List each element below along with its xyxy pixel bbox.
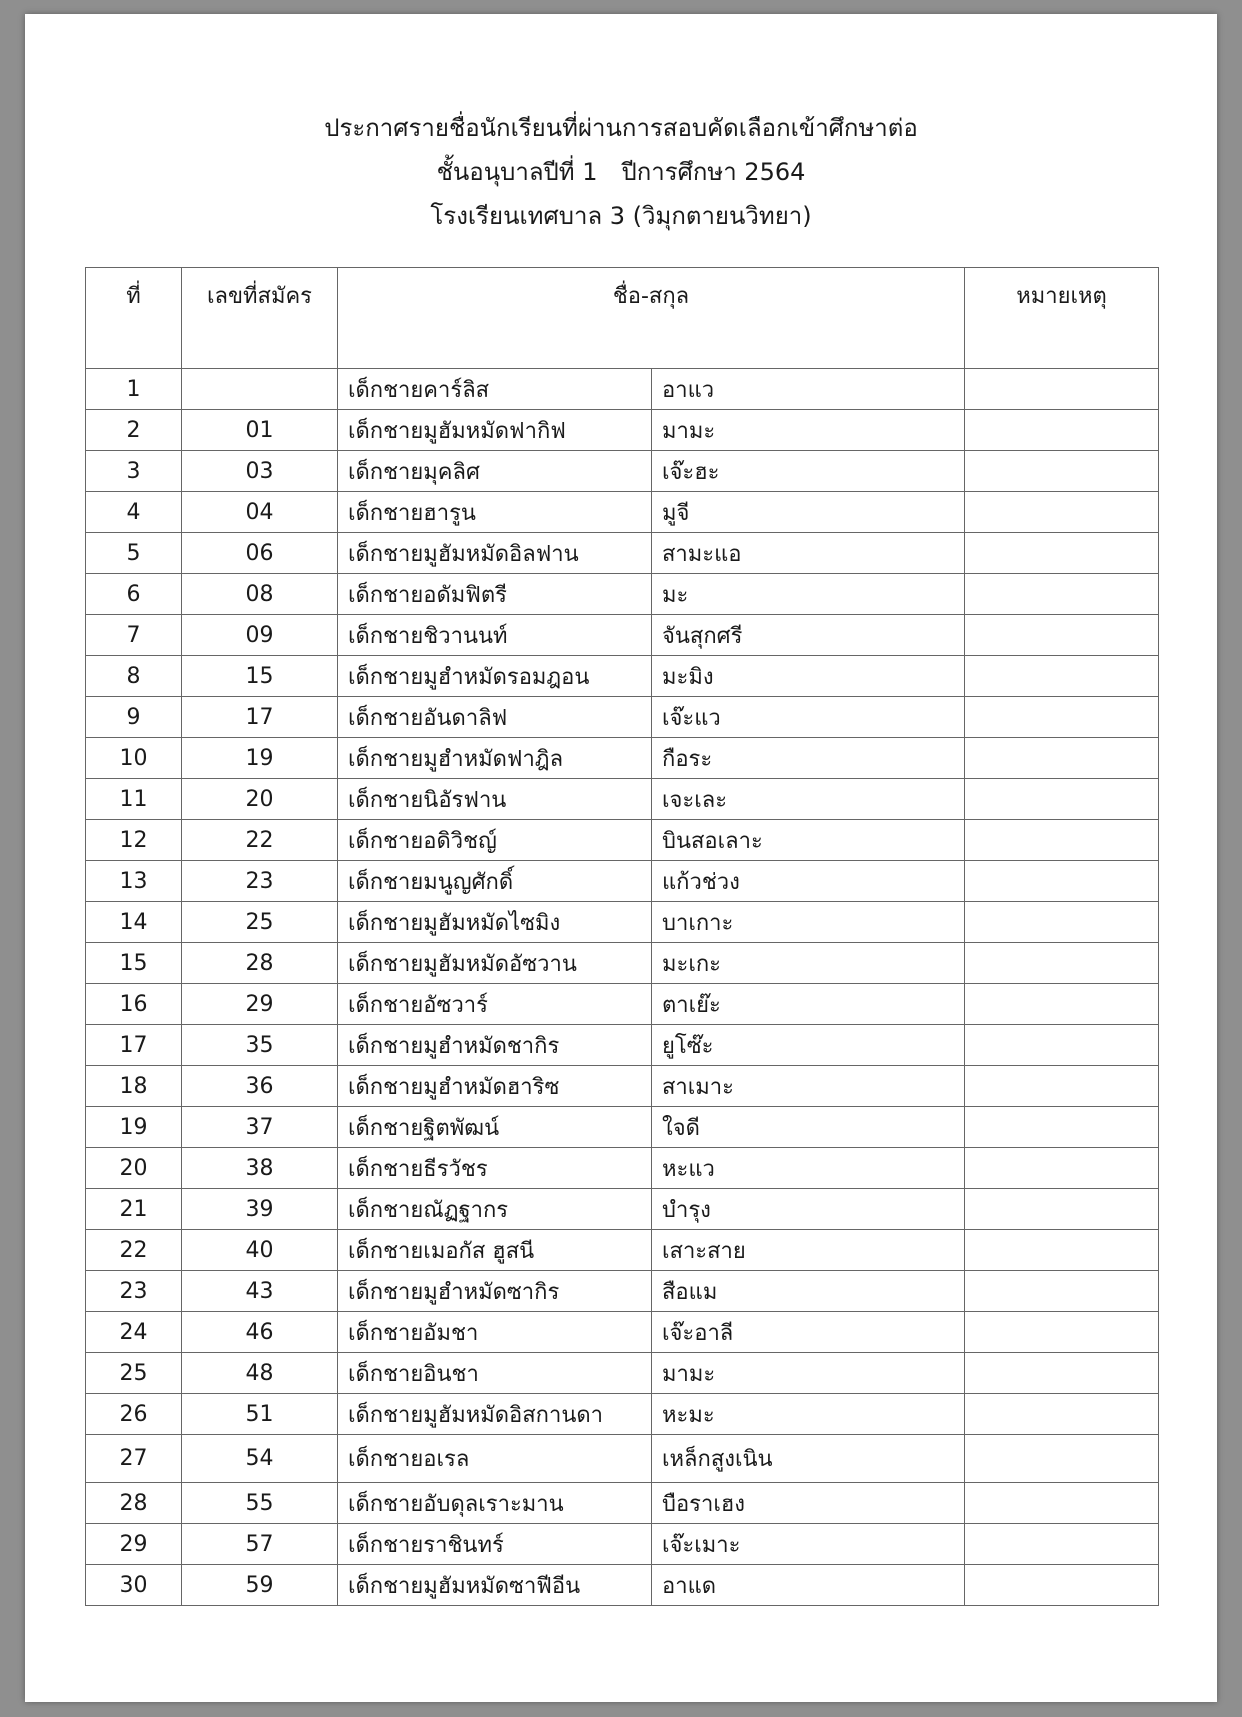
document-page bbox=[25, 14, 1217, 1702]
remarks bbox=[965, 656, 1159, 697]
table-row bbox=[86, 697, 1159, 738]
last-name: เจ๊ะอาลี bbox=[652, 1312, 965, 1353]
table-row bbox=[86, 533, 1159, 574]
last-name: มูจี bbox=[652, 492, 965, 533]
table-row bbox=[86, 1271, 1159, 1312]
application-number: 06 bbox=[182, 533, 338, 574]
first-name: เด็กชายมูฮำหมัดซากิร bbox=[338, 1271, 652, 1312]
row-number: 4 bbox=[86, 492, 182, 533]
last-name: เหล็กสูงเนิน bbox=[652, 1435, 965, 1483]
column-header-remarks: หมายเหตุ bbox=[965, 268, 1159, 369]
remarks bbox=[965, 1230, 1159, 1271]
first-name: เด็กชายราชินทร์ bbox=[338, 1524, 652, 1565]
first-name: เด็กชายฮารูน bbox=[338, 492, 652, 533]
row-number: 23 bbox=[86, 1271, 182, 1312]
remarks bbox=[965, 1312, 1159, 1353]
last-name: มะ bbox=[652, 574, 965, 615]
remarks bbox=[965, 697, 1159, 738]
last-name: มะเกะ bbox=[652, 943, 965, 984]
row-number: 10 bbox=[86, 738, 182, 779]
last-name: เจ๊ะแว bbox=[652, 697, 965, 738]
row-number: 14 bbox=[86, 902, 182, 943]
application-number: 38 bbox=[182, 1148, 338, 1189]
academic-year: ปีการศึกษา 2564 bbox=[621, 158, 806, 186]
application-number bbox=[182, 369, 338, 410]
table-row bbox=[86, 369, 1159, 410]
remarks bbox=[965, 902, 1159, 943]
application-number: 15 bbox=[182, 656, 338, 697]
application-number: 20 bbox=[182, 779, 338, 820]
row-number: 19 bbox=[86, 1107, 182, 1148]
remarks bbox=[965, 779, 1159, 820]
table-row bbox=[86, 492, 1159, 533]
row-number: 8 bbox=[86, 656, 182, 697]
remarks bbox=[965, 1025, 1159, 1066]
first-name: เด็กชายมูฮัมหมัดซาฟีอีน bbox=[338, 1565, 652, 1606]
last-name: กือระ bbox=[652, 738, 965, 779]
first-name: เด็กชายอัซวาร์ bbox=[338, 984, 652, 1025]
first-name: เด็กชายอันดาลิฟ bbox=[338, 697, 652, 738]
row-number: 5 bbox=[86, 533, 182, 574]
remarks bbox=[965, 820, 1159, 861]
first-name: เด็กชายคาร์ลิส bbox=[338, 369, 652, 410]
application-number: 59 bbox=[182, 1565, 338, 1606]
application-number: 09 bbox=[182, 615, 338, 656]
table-body bbox=[86, 369, 1159, 1606]
application-number: 57 bbox=[182, 1524, 338, 1565]
table-row bbox=[86, 902, 1159, 943]
remarks bbox=[965, 1483, 1159, 1524]
table-row bbox=[86, 820, 1159, 861]
application-number: 48 bbox=[182, 1353, 338, 1394]
first-name: เด็กชายนิอัรฟาน bbox=[338, 779, 652, 820]
table-row bbox=[86, 1066, 1159, 1107]
remarks bbox=[965, 615, 1159, 656]
remarks bbox=[965, 1394, 1159, 1435]
remarks bbox=[965, 1189, 1159, 1230]
application-number: 37 bbox=[182, 1107, 338, 1148]
remarks bbox=[965, 1353, 1159, 1394]
first-name: เด็กชายอินชา bbox=[338, 1353, 652, 1394]
first-name: เด็กชายอเรล bbox=[338, 1435, 652, 1483]
last-name: ใจดี bbox=[652, 1107, 965, 1148]
application-number: 28 bbox=[182, 943, 338, 984]
row-number: 2 bbox=[86, 410, 182, 451]
first-name: เด็กชายมูฮัมหมัดอิลฟาน bbox=[338, 533, 652, 574]
first-name: เด็กชายธีรวัชร bbox=[338, 1148, 652, 1189]
remarks bbox=[965, 1107, 1159, 1148]
table-row bbox=[86, 656, 1159, 697]
application-number: 22 bbox=[182, 820, 338, 861]
row-number: 9 bbox=[86, 697, 182, 738]
application-number: 36 bbox=[182, 1066, 338, 1107]
last-name: ตาเย๊ะ bbox=[652, 984, 965, 1025]
row-number: 13 bbox=[86, 861, 182, 902]
application-number: 51 bbox=[182, 1394, 338, 1435]
first-name: เด็กชายอัมชา bbox=[338, 1312, 652, 1353]
remarks bbox=[965, 1271, 1159, 1312]
remarks bbox=[965, 410, 1159, 451]
row-number: 3 bbox=[86, 451, 182, 492]
table-row bbox=[86, 738, 1159, 779]
first-name: เด็กชายมูฮำหมัดชากิร bbox=[338, 1025, 652, 1066]
table-row bbox=[86, 861, 1159, 902]
application-number: 25 bbox=[182, 902, 338, 943]
remarks bbox=[965, 369, 1159, 410]
row-number: 6 bbox=[86, 574, 182, 615]
first-name: เด็กชายฐิตพัฒน์ bbox=[338, 1107, 652, 1148]
remarks bbox=[965, 533, 1159, 574]
last-name: มามะ bbox=[652, 1353, 965, 1394]
first-name: เด็กชายมูฮำหมัดฮาริซ bbox=[338, 1066, 652, 1107]
table-row bbox=[86, 943, 1159, 984]
table-row bbox=[86, 451, 1159, 492]
first-name: เด็กชายมูฮัมหมัดอิสกานดา bbox=[338, 1394, 652, 1435]
last-name: หะมะ bbox=[652, 1394, 965, 1435]
last-name: สามะแอ bbox=[652, 533, 965, 574]
application-number: 04 bbox=[182, 492, 338, 533]
first-name: เด็กชายมูฮัมหมัดไซมิง bbox=[338, 902, 652, 943]
remarks bbox=[965, 1524, 1159, 1565]
application-number: 39 bbox=[182, 1189, 338, 1230]
last-name: แก้วช่วง bbox=[652, 861, 965, 902]
row-number: 28 bbox=[86, 1483, 182, 1524]
remarks bbox=[965, 943, 1159, 984]
application-number: 01 bbox=[182, 410, 338, 451]
row-number: 7 bbox=[86, 615, 182, 656]
remarks bbox=[965, 1565, 1159, 1606]
remarks bbox=[965, 738, 1159, 779]
table-row bbox=[86, 1483, 1159, 1524]
last-name: อาแด bbox=[652, 1565, 965, 1606]
remarks bbox=[965, 984, 1159, 1025]
application-number: 55 bbox=[182, 1483, 338, 1524]
row-number: 12 bbox=[86, 820, 182, 861]
remarks bbox=[965, 861, 1159, 902]
row-number: 24 bbox=[86, 1312, 182, 1353]
table-row bbox=[86, 574, 1159, 615]
application-number: 46 bbox=[182, 1312, 338, 1353]
table-row bbox=[86, 1230, 1159, 1271]
row-number: 18 bbox=[86, 1066, 182, 1107]
table-row bbox=[86, 1524, 1159, 1565]
row-number: 25 bbox=[86, 1353, 182, 1394]
last-name: มามะ bbox=[652, 410, 965, 451]
table-row bbox=[86, 615, 1159, 656]
last-name: บินสอเลาะ bbox=[652, 820, 965, 861]
remarks bbox=[965, 1435, 1159, 1483]
row-number: 29 bbox=[86, 1524, 182, 1565]
last-name: เจ๊ะเมาะ bbox=[652, 1524, 965, 1565]
remarks bbox=[965, 1066, 1159, 1107]
first-name: เด็กชายมูฮำหมัดรอมฎอน bbox=[338, 656, 652, 697]
last-name: อาแว bbox=[652, 369, 965, 410]
table-row bbox=[86, 1189, 1159, 1230]
table-row bbox=[86, 1025, 1159, 1066]
row-number: 21 bbox=[86, 1189, 182, 1230]
application-number: 35 bbox=[182, 1025, 338, 1066]
first-name: เด็กชายเมอกัส ฮูสนี bbox=[338, 1230, 652, 1271]
last-name: เจะเละ bbox=[652, 779, 965, 820]
application-number: 17 bbox=[182, 697, 338, 738]
row-number: 30 bbox=[86, 1565, 182, 1606]
remarks bbox=[965, 1148, 1159, 1189]
last-name: มะมิง bbox=[652, 656, 965, 697]
last-name: สือแม bbox=[652, 1271, 965, 1312]
application-number: 19 bbox=[182, 738, 338, 779]
table-row bbox=[86, 1312, 1159, 1353]
column-header-no: ที่ bbox=[86, 268, 182, 369]
first-name: เด็กชายอดัมฟิตรี bbox=[338, 574, 652, 615]
column-header-application-number: เลขที่สมัคร bbox=[182, 268, 338, 369]
last-name: หะแว bbox=[652, 1148, 965, 1189]
remarks bbox=[965, 451, 1159, 492]
application-number: 43 bbox=[182, 1271, 338, 1312]
table-row bbox=[86, 1394, 1159, 1435]
row-number: 11 bbox=[86, 779, 182, 820]
row-number: 1 bbox=[86, 369, 182, 410]
table-row bbox=[86, 1107, 1159, 1148]
last-name: บือราเฮง bbox=[652, 1483, 965, 1524]
table-row bbox=[86, 1435, 1159, 1483]
last-name: บาเกาะ bbox=[652, 902, 965, 943]
table-row bbox=[86, 779, 1159, 820]
row-number: 26 bbox=[86, 1394, 182, 1435]
row-number: 20 bbox=[86, 1148, 182, 1189]
table-row bbox=[86, 1565, 1159, 1606]
table-row bbox=[86, 1353, 1159, 1394]
first-name: เด็กชายอดิวิชญ์ bbox=[338, 820, 652, 861]
class-year-line bbox=[25, 150, 1217, 194]
row-number: 15 bbox=[86, 943, 182, 984]
last-name: เสาะสาย bbox=[652, 1230, 965, 1271]
row-number: 17 bbox=[86, 1025, 182, 1066]
first-name: เด็กชายมุคลิศ bbox=[338, 451, 652, 492]
application-number: 03 bbox=[182, 451, 338, 492]
first-name: เด็กชายมูฮัมหมัดอัซวาน bbox=[338, 943, 652, 984]
student-list-table bbox=[85, 267, 1159, 1606]
last-name: จันสุกศรี bbox=[652, 615, 965, 656]
table-row bbox=[86, 410, 1159, 451]
application-number: 23 bbox=[182, 861, 338, 902]
column-header-full-name: ชื่อ-สกุล bbox=[338, 268, 965, 369]
first-name: เด็กชายชิวานนท์ bbox=[338, 615, 652, 656]
first-name: เด็กชายอับดุลเราะมาน bbox=[338, 1483, 652, 1524]
last-name: ยูโซ๊ะ bbox=[652, 1025, 965, 1066]
first-name: เด็กชายมูฮัมหมัดฟากิฟ bbox=[338, 410, 652, 451]
application-number: 08 bbox=[182, 574, 338, 615]
school-name: โรงเรียนเทศบาล 3 (วิมุกตายนวิทยา) bbox=[430, 202, 812, 230]
row-number: 22 bbox=[86, 1230, 182, 1271]
first-name: เด็กชายณัฏฐากร bbox=[338, 1189, 652, 1230]
class-level: ชั้นอนุบาลปีที่ 1 bbox=[436, 158, 598, 186]
table-row bbox=[86, 984, 1159, 1025]
last-name: สาเมาะ bbox=[652, 1066, 965, 1107]
remarks bbox=[965, 574, 1159, 615]
first-name: เด็กชายมนูญศักดิ์ bbox=[338, 861, 652, 902]
last-name: เจ๊ะฮะ bbox=[652, 451, 965, 492]
announcement-title: ประกาศรายชื่อนักเรียนที่ผ่านการสอบคัดเลือกเข้าศึกษาต่อ bbox=[324, 114, 918, 142]
row-number: 27 bbox=[86, 1435, 182, 1483]
application-number: 40 bbox=[182, 1230, 338, 1271]
table-header-row bbox=[86, 268, 1159, 369]
application-number: 54 bbox=[182, 1435, 338, 1483]
first-name: เด็กชายมูฮำหมัดฟาฎิล bbox=[338, 738, 652, 779]
last-name: บำรุง bbox=[652, 1189, 965, 1230]
application-number: 29 bbox=[182, 984, 338, 1025]
row-number: 16 bbox=[86, 984, 182, 1025]
remarks bbox=[965, 492, 1159, 533]
table-row bbox=[86, 1148, 1159, 1189]
